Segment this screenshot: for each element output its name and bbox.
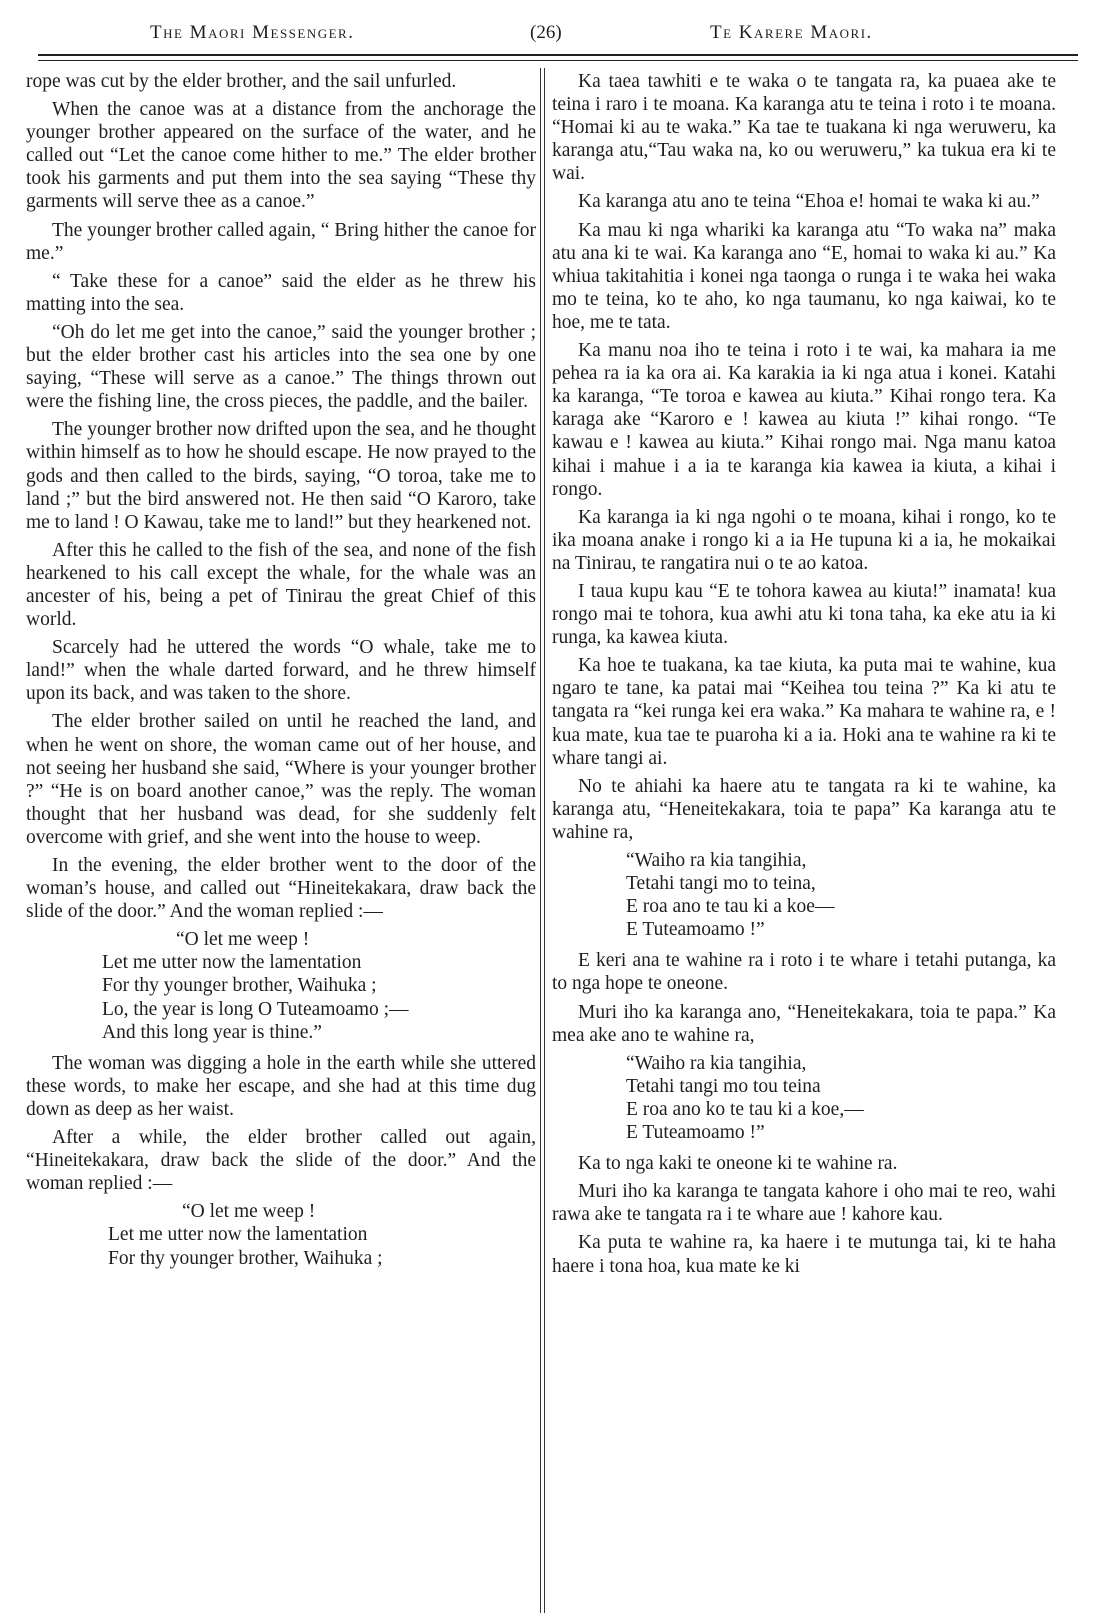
paragraph: Ka karanga atu ano te teina “Ehoa e! homai te waka ki au.” [578,191,1040,213]
paragraph: Ka manu noa iho te teina i roto i te wai, ka mahara ia me pehea ra ia ka ora ai. Ka karakia ia ki nga atua i konei. Katahi ka karanga, “Te toroa e kawea au kiuta.” Kihai rongo tera. Ka karaga ake “Karoro e ! kawea au kiuta !” kihai rongo. “Te kawau e ! kawea au kiuta.” Kihai rongo mai. Nga manu katoa kihai i mahue i a ia te karanga kia kawea ia kiuta, a kihai i rongo. [552,340,1056,500]
maori-column [552,70,1056,1283]
paragraph: After this he called to the fish of the sea, and none of the fish hearkened to his call except the whale, for the whale was an ancester of his, being a pet of Tinirau the great Chief of this world. [26,539,536,631]
lament-poem-maori-1 [552,849,1056,941]
column-divider-right [544,68,545,1613]
poem-line: “Waiho ra kia tangihia, [626,850,807,871]
header-rule-thick [38,54,1078,56]
poem-line: Let me utter now the lamentation [108,1224,368,1246]
poem-line: Tetahi tangi mo tou teina [626,1075,821,1097]
header-title-maori: Te Karere Maori. [710,22,873,43]
paragraph: After a while, the elder brother called out again, “Hineitekakara, draw back the slide of the door.” And the woman replied :— [26,1127,536,1195]
paragraph: I taua kupu kau “E te tohora kawea au kiuta!” inamata! kua rongo mai te tohora, kua awhi atu ki tona taha, ka eke atu ia ki runga, ka kawea kiuta. [552,580,1056,649]
poem-line: And this long year is thine.” [102,1021,322,1043]
paragraph: rope was cut by the elder brother, and the sail unfurled. [26,71,457,92]
poem-line: For thy younger brother, Waihuka ; [108,1247,383,1269]
poem-line: Tetahi tangi mo to teina, [626,873,816,895]
paragraph: The elder brother sailed on until he reached the land, and when he went on shore, the woman came out of her house, and not seeing her husband she said, “Where is your younger brother ?” “He is on board another canoe,” was the reply. The woman thought that her husband was dead, for she suddenly felt overcome with grief, and she went into the house to weep. [26,711,536,848]
paragraph: Ka to nga kaki te oneone ki te wahine ra. [578,1153,898,1175]
page-header [40,22,1074,54]
poem-line: E Tuteamoamo !” [626,1122,765,1144]
column-divider-left [540,68,541,1613]
paragraph: Muri iho ka karanga ano, “Heneitekakara, toia te papa.” Ka mea ake ano te wahine ra, [552,1001,1056,1046]
paragraph: Ka hoe te tuakana, ka tae kiuta, ka puta mai te wahine, kua ngaro te tane, ka patai mai “Keihea tou teina ?” Ka ki atu te tangata ra “kei runga kei era waka.” Ka mahara te wahine ra, e ! kua mate, kua tae te puaroha ki a ia. Hoki ana te wahine ra ki te whare tangi ai. [552,655,1056,769]
paragraph: The younger brother called again, “ Bring hither the canoe for me.” [26,219,536,264]
paragraph: Muri iho ka karanga te tangata kahore i oho mai te reo, wahi rawa ake te tangata ra i te whare aue ! kahore kau. [552,1181,1056,1226]
paragraph: E keri ana te wahine ra i roto i te whare i tetahi putanga, ka to nga hope te oneone. [552,950,1056,995]
paragraph: In the evening, the elder brother went to the door of the woman’s house, and called out “Hineitekakara, draw back the slide of the door.” And the woman replied :— [26,855,536,923]
paragraph: When the canoe was at a distance from the anchorage the younger brother appeared on the surface of the water, and he called out “Let the canoe come hither to me.” The elder brother took his garments and put them into the sea saying “These thy garments will serve thee as a canoe.” [26,99,536,213]
header-rule-thin [38,60,1078,61]
paragraph: “ Take these for a canoe” said the elder as he threw his matting into the sea. [26,270,536,315]
poem-line: E roa ano ko te tau ki a koe,— [626,1098,864,1120]
paragraph: Ka karanga ia ki nga ngohi o te moana, kihai i rongo, ko te ika moana anake i rongo ki a ia He tupuna ki a ia, he mokaikai na Tinirau, te rangatira nui o te ao katoa. [552,506,1056,574]
paragraph: Ka mau ki nga whariki ka karanga atu “To waka na” maka atu ana ki te wai. Ka karanga ano “E, homai to waka ki au.” Ka whiua takitahitia i konei nga taonga o runga i te waka hei waka mo te teina, ko te aho, ko nga taumanu, ko nga kaiwai, ko te hoe, me te tata. [552,219,1056,333]
poem-line: “Waiho ra kia tangihia, [626,1052,807,1074]
poem-line: For thy younger brother, Waihuka ; [102,975,377,997]
poem-line: “O let me weep ! [182,1201,316,1223]
lament-poem-english-1 [26,928,536,1043]
english-column [26,70,536,1278]
lament-poem-english-2 [26,1200,536,1269]
poem-line: “O let me weep ! [176,929,310,951]
paragraph: Ka taea tawhiti e te waka o te tangata ra, ka puaea ake te teina i raro i te moana. Ka karanga atu te teina i roto i te moana. “Homai ki au te waka.” Ka tae te tuakana ki nga weruweru, ka karanga atu,“Tau waka na, ko ou weruweru,” ka tukua era ki te wai. [552,71,1056,185]
paragraph: Scarcely had he uttered the words “O whale, take me to land!” when the whale darted forward, and he threw himself upon its back, and was taken to the shore. [26,637,536,705]
header-page-number: (26) [530,22,562,43]
lament-poem-maori-2 [552,1052,1056,1144]
paragraph: The younger brother now drifted upon the sea, and he thought within himself as to how he should escape. He now prayed to the gods and then called to the birds, saying, “O toroa, take me to land ;” but the bird answered not. He then said “O Karoro, take me to land ! O Kawau, take me to land!” but they hearkened not. [26,419,536,533]
paragraph: The woman was digging a hole in the earth while she uttered these words, to make her escape, and she had at this time dug down as deep as her waist. [26,1052,536,1120]
poem-line: E roa ano te tau ki a koe— [626,896,835,918]
poem-line: Let me utter now the lamentation [102,952,362,974]
paragraph: Ka puta te wahine ra, ka haere i te mutunga tai, ki te haha haere i tona hoa, kua mate ke ki [552,1232,1056,1277]
paragraph: “Oh do let me get into the canoe,” said the younger brother ; but the elder brother cast his articles into the sea one by one saying, “These will serve as a canoe.” The things thrown out were the fishing line, the cross pieces, the paddle, and the bailer. [26,321,536,413]
header-title-english: The Maori Messenger. [150,22,355,43]
poem-line: E Tuteamoamo !” [626,919,765,941]
paragraph: No te ahiahi ka haere atu te tangata ra ki te wahine, ka karanga atu, “Heneitekakara, toia te papa” Ka karanga atu te wahine ra, [552,775,1056,843]
poem-line: Lo, the year is long O Tuteamoamo ;— [102,998,409,1020]
